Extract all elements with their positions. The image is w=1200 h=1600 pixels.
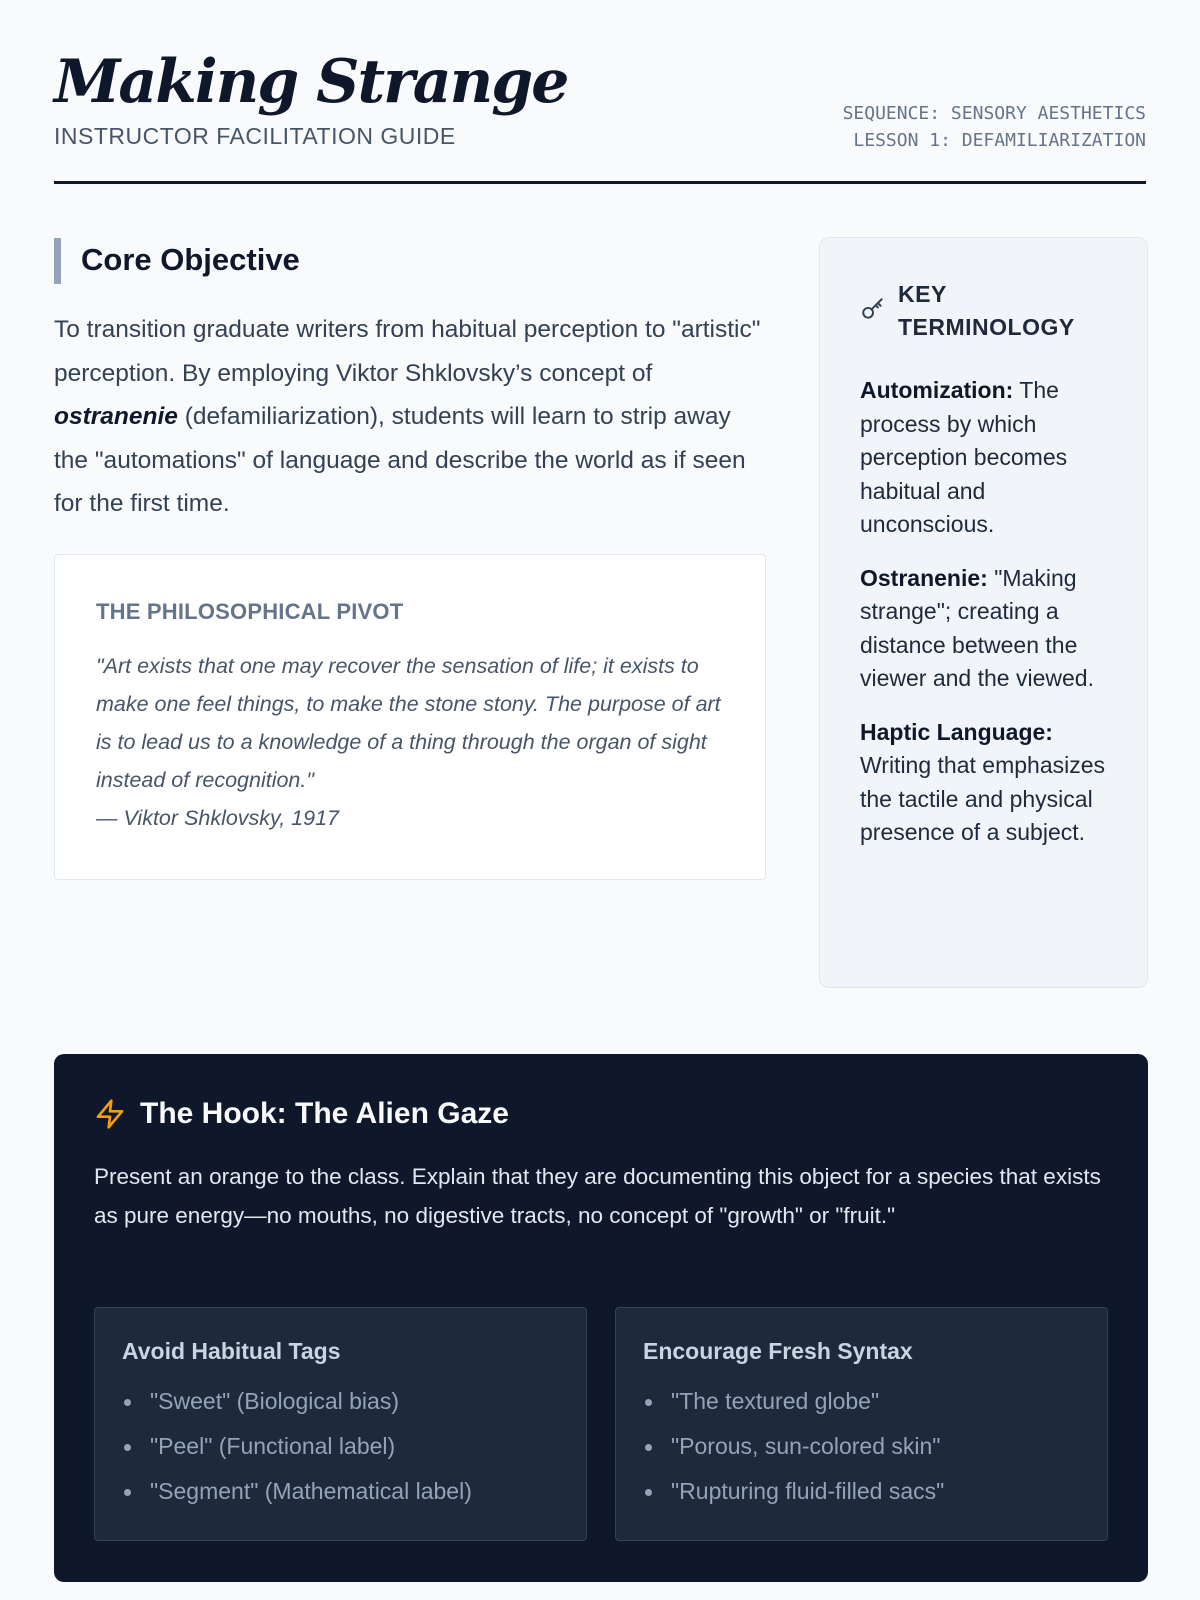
list-item: "Porous, sun-colored skin": [643, 1424, 1081, 1469]
list-item: "Sweet" (Biological bias): [122, 1379, 560, 1424]
lightning-icon: [94, 1098, 126, 1130]
lesson-meta: [843, 100, 1146, 154]
sequence-label: SEQUENCE: SENSORY AESTHETICS: [842, 103, 1146, 124]
lesson-label: LESSON 1: DEFAMILIARIZATION: [853, 130, 1146, 151]
encourage-fresh-syntax-title: Encourage Fresh Syntax: [643, 1338, 913, 1364]
philosophical-pivot-title: THE PHILOSOPHICAL PIVOT: [96, 599, 404, 624]
hook-description: Present an orange to the class. Explain that they are documenting this object for a species that exists as pure energy—no mouths, no digestive tracts, no concept of "growth" or "fruit.": [94, 1164, 1101, 1228]
term-name: Automization:: [860, 377, 1014, 403]
key-terminology-title: KEY TERMINOLOGY: [898, 281, 1075, 340]
key-terminology-panel: [819, 237, 1148, 988]
hook-section: [54, 1054, 1148, 1582]
list-item: "Rupturing fluid-filled sacs": [643, 1469, 1081, 1514]
quote-text: "Art exists that one may recover the sensation of life; it exists to make one feel things, to make the stone stony. The purpose of art is to lead us to a knowledge of a thing through the organ of sight instead of recognition.": [96, 654, 721, 792]
core-objective-text: [54, 308, 766, 526]
objective-text-before: To transition graduate writers from habitual perception to "artistic" perception. By employing Viktor Shklovsky’s concept of: [54, 316, 761, 387]
hook-columns: [94, 1307, 1108, 1541]
avoid-habitual-tags-card: [94, 1307, 587, 1541]
hook-header: [94, 1094, 1108, 1134]
list-item: "Segment" (Mathematical label): [122, 1469, 560, 1514]
page-subtitle: INSTRUCTOR FACILITATION GUIDE: [54, 123, 456, 149]
quote-attribution: — Viktor Shklovsky, 1917: [96, 806, 339, 830]
term-name: Ostranenie:: [860, 564, 988, 591]
objective-text-after: (defamiliarization), students will learn to strip away the "automations" of language and describe the world as if seen for the first time.: [54, 403, 746, 517]
shklovsky-quote: [96, 647, 725, 837]
term-definition: Writing that emphasizes the tactile and physical presence of a subject.: [860, 752, 1106, 845]
ostranenie-term: ostranenie: [54, 403, 178, 430]
term-haptic-language: [860, 716, 1117, 850]
avoid-habitual-tags-title: Avoid Habitual Tags: [122, 1338, 341, 1364]
core-objective-heading: Core Objective: [54, 236, 766, 284]
key-terminology-header: [860, 278, 1117, 344]
term-name: Haptic Language:: [860, 718, 1053, 745]
term-automization: [860, 374, 1117, 542]
hook-title: The Hook: The Alien Gaze: [140, 1097, 509, 1130]
header: [54, 0, 1146, 184]
list-item: "Peel" (Functional label): [122, 1424, 560, 1469]
term-definition: The process by which perception becomes habitual and unconscious.: [860, 377, 1068, 537]
encourage-fresh-syntax-card: [615, 1307, 1108, 1541]
philosophical-pivot-card: [54, 554, 766, 880]
list-item: "The textured globe": [643, 1379, 1081, 1424]
core-objective-section: [54, 236, 766, 526]
term-definition: "Making strange"; creating a distance between the viewer and the viewed.: [860, 564, 1094, 691]
encourage-list: [643, 1379, 1081, 1514]
page-title: Making Strange: [54, 47, 568, 117]
key-icon: [860, 296, 886, 322]
avoid-list: [122, 1379, 560, 1514]
term-ostranenie: [860, 562, 1117, 696]
